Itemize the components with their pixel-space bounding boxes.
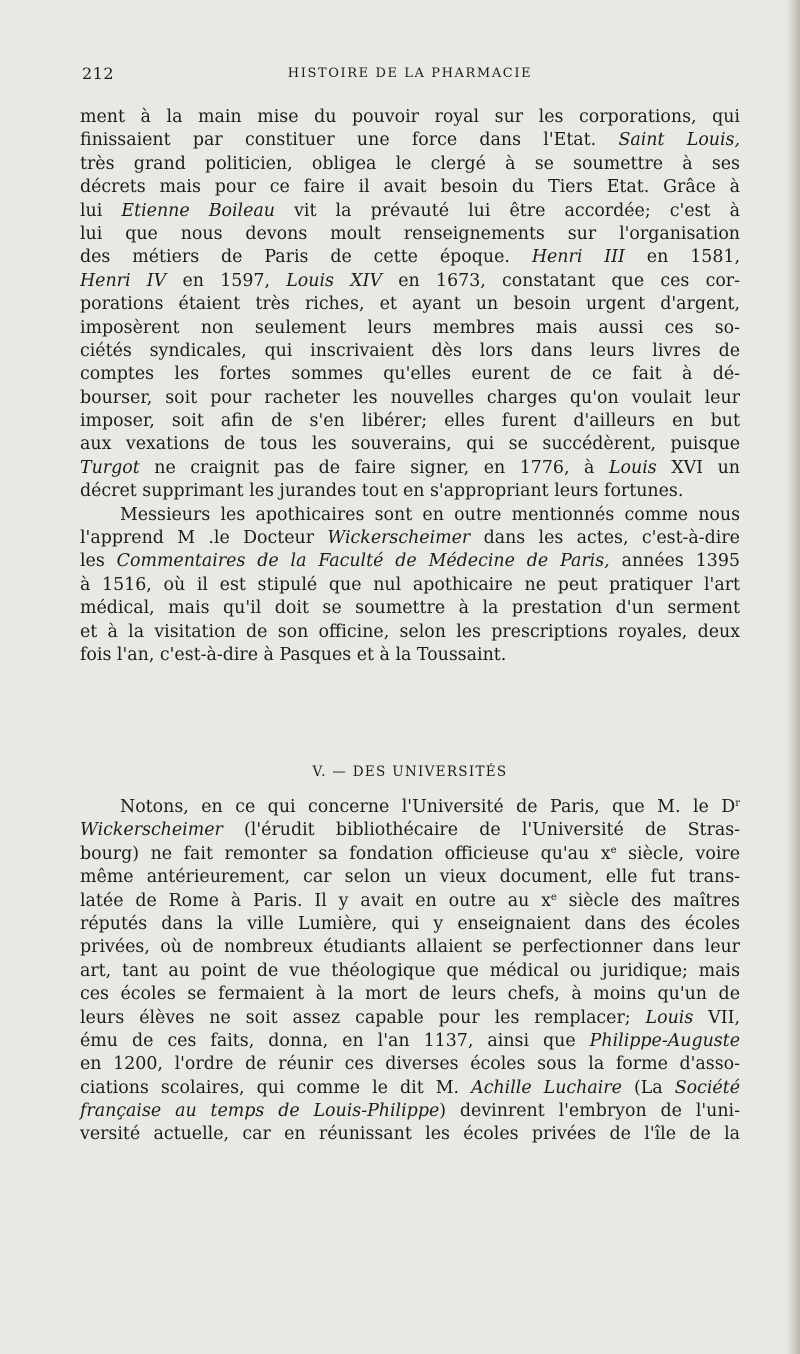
text-run: décret supprimant les jurandes tout en s'appropriant leurs fortunes. bbox=[80, 481, 684, 502]
text-run: privées, où de nombreux étudiants allaient se perfectionner dans leur bbox=[80, 937, 740, 958]
text-line bbox=[80, 796, 740, 819]
text-line bbox=[80, 270, 740, 293]
text-run: Notons, en ce qui concerne l'Université de Paris, que M. le D bbox=[120, 797, 736, 817]
italic-run: Turgot bbox=[80, 457, 140, 478]
text-line bbox=[80, 363, 740, 386]
text-line bbox=[80, 1007, 740, 1030]
text-run: ment à la main mise du pouvoir royal sur les corporations, qui bbox=[80, 107, 740, 127]
text-line bbox=[80, 819, 740, 842]
body-text bbox=[80, 796, 740, 1147]
text-line bbox=[80, 129, 740, 152]
text-run: (l'érudit bibliothécaire de l'Université de Stras- bbox=[222, 820, 740, 841]
text-run: porations étaient très riches, et ayant un besoin urgent d'argent, bbox=[80, 294, 740, 315]
text-run: en 1581, bbox=[624, 247, 740, 268]
text-run: ) devinrent l'embryon de l'uni- bbox=[439, 1101, 740, 1122]
text-run: lui bbox=[80, 200, 122, 221]
text-line bbox=[80, 293, 740, 316]
text-line bbox=[80, 340, 740, 363]
page-number: 212 bbox=[82, 64, 115, 83]
running-title: HISTOIRE DE LA PHARMACIE bbox=[287, 66, 533, 81]
text-run: lui que nous devons moult renseignements sur l'organisation bbox=[80, 223, 740, 244]
italic-run: Société bbox=[674, 1077, 740, 1098]
body-text bbox=[80, 106, 740, 667]
superscript: e bbox=[550, 891, 557, 903]
text-run: imposer, soit afin de s'en libérer; elles furent d'ailleurs en but bbox=[80, 411, 740, 432]
text-line bbox=[80, 574, 740, 597]
text-run: médical, mais qu'il doit se soumettre à la prestation d'un serment bbox=[80, 598, 740, 619]
text-run: ciétés syndicales, qui inscrivaient dès lors dans leurs livres de bbox=[80, 340, 740, 361]
page-edge bbox=[786, 0, 800, 1354]
text-line bbox=[80, 550, 740, 573]
superscript: r bbox=[735, 798, 740, 809]
text-run: en 1673, constatant que ces cor- bbox=[382, 270, 740, 291]
text-line bbox=[80, 433, 740, 456]
italic-run: Henri IV bbox=[80, 270, 167, 291]
text-run: vit la prévauté lui être accordée; c'est à bbox=[274, 200, 740, 221]
text-line bbox=[80, 843, 740, 866]
text-line bbox=[80, 983, 740, 1006]
italic-run: Achille Luchaire bbox=[471, 1077, 622, 1098]
text-run: VII, bbox=[693, 1007, 740, 1028]
text-line bbox=[80, 1053, 740, 1076]
text-line bbox=[80, 200, 740, 223]
text-run: (La bbox=[621, 1077, 675, 1098]
text-run: leurs élèves ne soit assez capable pour les remplacer; bbox=[80, 1007, 646, 1028]
text-run: à 1516, où il est stipulé que nul apothicaire ne peut pratiquer l'art bbox=[80, 574, 740, 595]
text-run: versité actuelle, car en réunissant les écoles privées de l'île de la bbox=[80, 1124, 740, 1145]
text-run: les bbox=[80, 551, 117, 572]
text-line bbox=[80, 1030, 740, 1053]
text-run: ces écoles se fermaient à la mort de leurs chefs, à moins qu'un de bbox=[80, 984, 740, 1005]
superscript: e bbox=[610, 844, 617, 856]
text-run: siècle, voire bbox=[616, 843, 740, 864]
text-line bbox=[80, 866, 740, 889]
italic-run: Saint Louis, bbox=[618, 130, 741, 151]
text-run: années 1395 bbox=[609, 551, 740, 572]
text-line bbox=[80, 246, 740, 269]
text-run: l'apprend M .le Docteur bbox=[80, 528, 328, 549]
paragraph bbox=[80, 796, 740, 1147]
text-run: fois l'an, c'est-à-dire à Pasques et à la Toussaint. bbox=[80, 644, 507, 665]
text-run: très grand politicien, obligea le clergé à se soumettre à ses bbox=[80, 153, 740, 174]
text-run: imposèrent non seulement leurs membres mais aussi ces so- bbox=[80, 317, 740, 338]
text-line bbox=[80, 913, 740, 936]
text-line bbox=[80, 457, 740, 480]
text-line bbox=[80, 1077, 740, 1100]
paragraph bbox=[80, 106, 740, 504]
text-run: décrets mais pour ce faire il avait besoin du Tiers Etat. Grâce à bbox=[80, 177, 740, 198]
text-line bbox=[80, 597, 740, 620]
text-run: siècle des maîtres bbox=[556, 890, 740, 911]
text-line bbox=[80, 960, 740, 983]
text-line bbox=[80, 1123, 740, 1146]
text-run: ciations scolaires, qui comme le dit M. bbox=[80, 1077, 472, 1098]
italic-run: Louis bbox=[645, 1007, 694, 1028]
italic-run: Wickerscheimer bbox=[80, 820, 223, 841]
text-run: comptes les fortes sommes qu'elles eurent de ce fait à dé- bbox=[80, 364, 740, 385]
text-line bbox=[80, 223, 740, 246]
italic-run: Philippe-Auguste bbox=[589, 1030, 740, 1051]
text-run: en 1200, l'ordre de réunir ces diverses écoles sous la forme d'asso- bbox=[80, 1054, 740, 1075]
text-line bbox=[80, 176, 740, 199]
text-run: et à la visitation de son officine, selon les prescriptions royales, deux bbox=[80, 621, 740, 642]
text-line bbox=[80, 527, 740, 550]
section-heading: V. — DES UNIVERSITÉS bbox=[312, 764, 508, 780]
text-run: Messieurs les apothicaires sont en outre mentionnés comme nous bbox=[120, 504, 740, 525]
italic-run: Etienne Boileau bbox=[121, 200, 275, 221]
italic-run: Wickerscheimer bbox=[327, 528, 471, 549]
text-line bbox=[80, 387, 740, 410]
text-run: ému de ces faits, donna, en l'an 1137, ainsi que bbox=[80, 1030, 590, 1051]
text-run: bourser, soit pour racheter les nouvelles charges qu'on voulait leur bbox=[80, 387, 740, 408]
text-line bbox=[80, 890, 740, 913]
text-line bbox=[80, 936, 740, 959]
text-run: réputés dans la ville Lumière, qui y enseignaient dans des écoles bbox=[80, 913, 740, 934]
text-line bbox=[80, 480, 740, 503]
text-line bbox=[80, 153, 740, 176]
text-run: même antérieurement, car selon un vieux document, elle fut trans- bbox=[80, 867, 740, 888]
italic-run: Henri III bbox=[531, 247, 625, 268]
text-run: des métiers de Paris de cette époque. bbox=[80, 247, 532, 268]
text-line bbox=[80, 317, 740, 340]
text-run: en 1597, bbox=[166, 270, 287, 291]
text-run: latée de Rome à Paris. Il y avait en outre au x bbox=[80, 890, 551, 911]
text-line bbox=[80, 504, 740, 527]
italic-run: française au temps de Louis-Philippe bbox=[80, 1101, 440, 1122]
italic-run: Commentaires de la Faculté de Médecine de Paris, bbox=[116, 551, 610, 572]
text-run: dans les actes, c'est-à-dire bbox=[470, 528, 740, 549]
text-line bbox=[80, 410, 740, 433]
italic-run: Louis XIV bbox=[286, 270, 383, 291]
text-line bbox=[80, 106, 740, 129]
text-run: aux vexations de tous les souverains, qui se succédèrent, puisque bbox=[80, 434, 740, 455]
text-run: ne craignit pas de faire signer, en 1776, à bbox=[139, 457, 609, 478]
text-run: finissaient par constituer une force dans l'Etat. bbox=[80, 130, 619, 151]
italic-run: Louis bbox=[608, 457, 657, 478]
text-line bbox=[80, 644, 740, 667]
running-header bbox=[80, 60, 740, 90]
text-line bbox=[80, 621, 740, 644]
text-line bbox=[80, 1100, 740, 1123]
paragraph bbox=[80, 504, 740, 668]
text-run: bourg) ne fait remonter sa fondation officieuse qu'au x bbox=[80, 843, 611, 864]
text-run: art, tant au point de vue théologique que médical ou juridique; mais bbox=[80, 960, 740, 981]
text-run: XVI un bbox=[656, 457, 740, 478]
